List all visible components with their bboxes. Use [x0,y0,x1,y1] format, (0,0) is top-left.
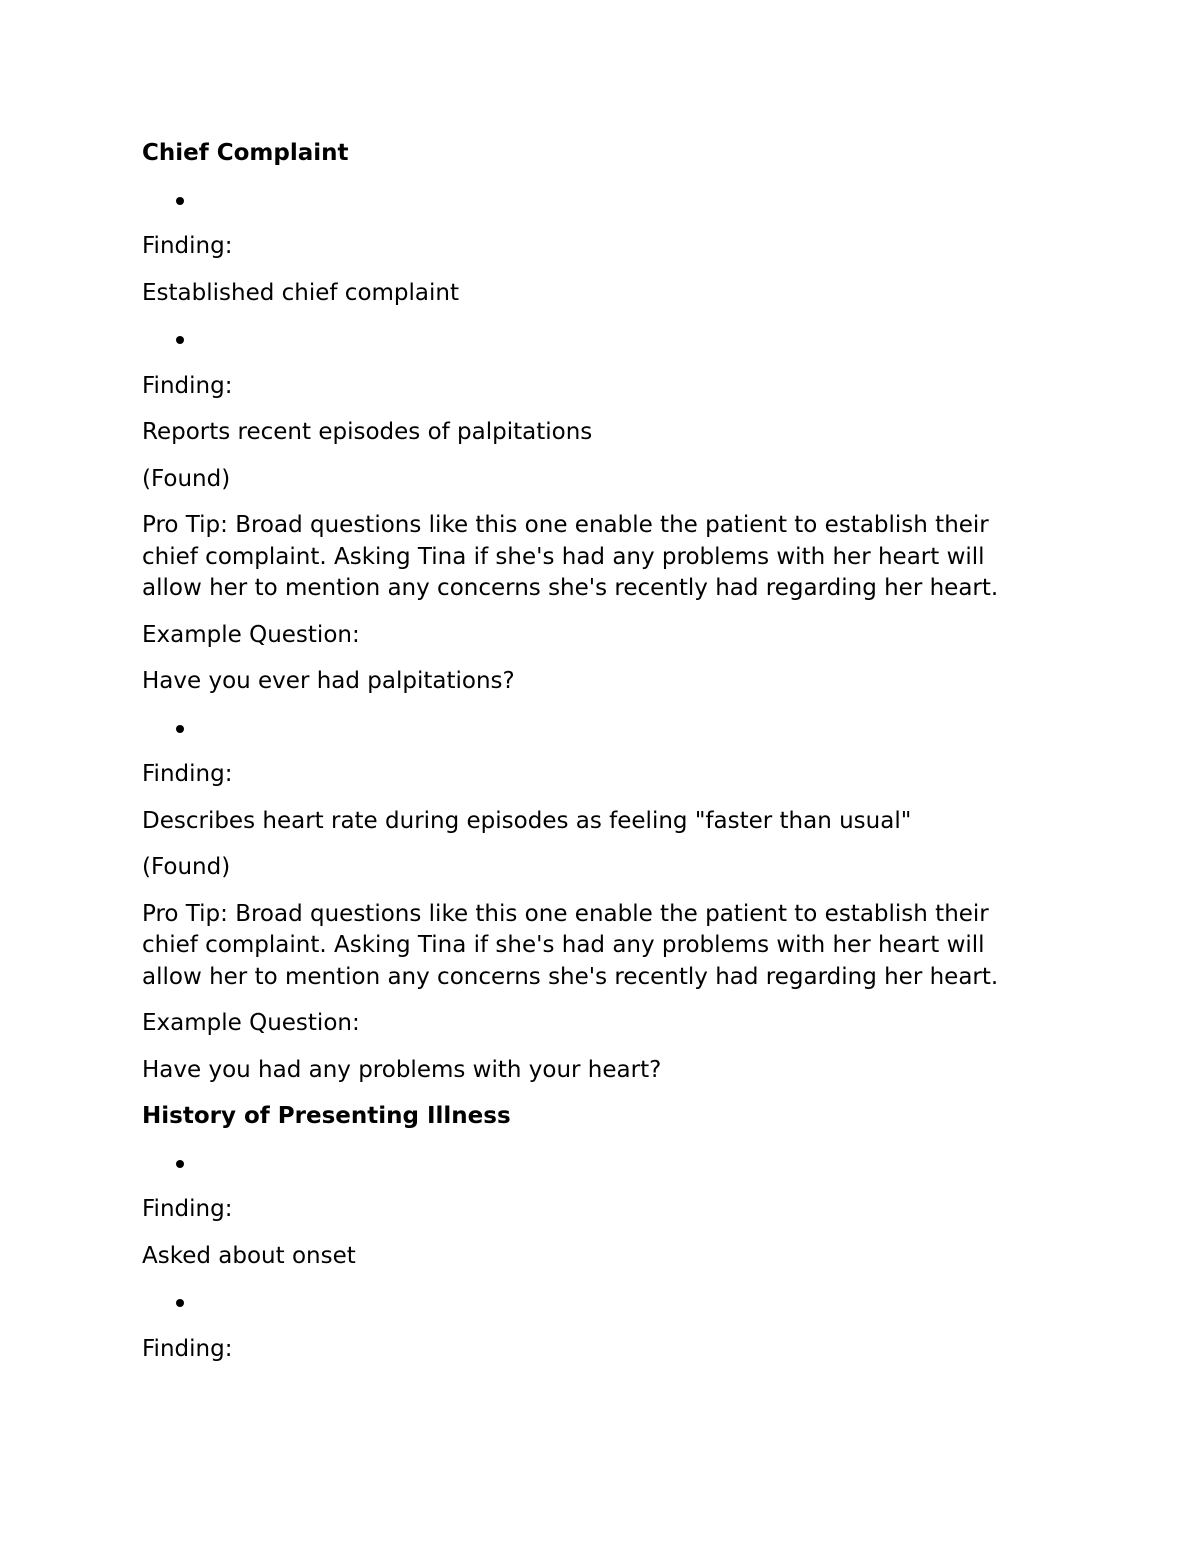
finding-status: (Found) [142,465,231,492]
bullet-icon [176,336,184,344]
list-item [142,324,1042,356]
pro-tip-text: Pro Tip: Broad questions like this one enable the patient to establish their chief complaint. Asking Tina if she's had any problems with her heart will allow her to mention any concerns she's recently had regarding her heart. [142,900,999,990]
example-question-text: Have you ever had palpitations? [142,668,515,694]
bullet-icon [176,197,184,205]
finding-label: Finding: [142,761,233,787]
finding-label: Finding: [142,1335,233,1362]
finding-label: Finding: [142,233,233,259]
finding-text: Established chief complaint [142,279,459,306]
list-item [142,1148,1042,1180]
bullet-icon [176,1299,184,1307]
list-item [142,185,1042,217]
finding-text: Asked about onset [142,1242,356,1269]
finding-label: Finding: [142,1196,233,1222]
example-question-label: Example Question: [142,1010,360,1036]
list-item [142,713,1042,745]
pro-tip-text: Pro Tip: Broad questions like this one enable the patient to establish their chief complaint. Asking Tina if she's had any problems with her heart will allow her to mention any concerns she's recently had regarding her heart. [142,512,999,601]
example-question-label: Example Question: [142,621,360,648]
list-item [142,1287,1042,1319]
bullet-icon [176,1160,184,1168]
example-question-text: Have you had any problems with your heart? [142,1056,662,1083]
bullet-icon [176,725,184,733]
document-page [142,138,1042,1380]
finding-status: (Found) [142,854,231,880]
finding-label: Finding: [142,372,233,399]
finding-text: Describes heart rate during episodes as feeling "faster than usual" [142,807,912,834]
finding-text: Reports recent episodes of palpitations [142,419,593,445]
section-heading-history-of-presenting-illness: History of Presenting Illness [142,1103,511,1129]
section-heading-chief-complaint: Chief Complaint [142,140,349,166]
